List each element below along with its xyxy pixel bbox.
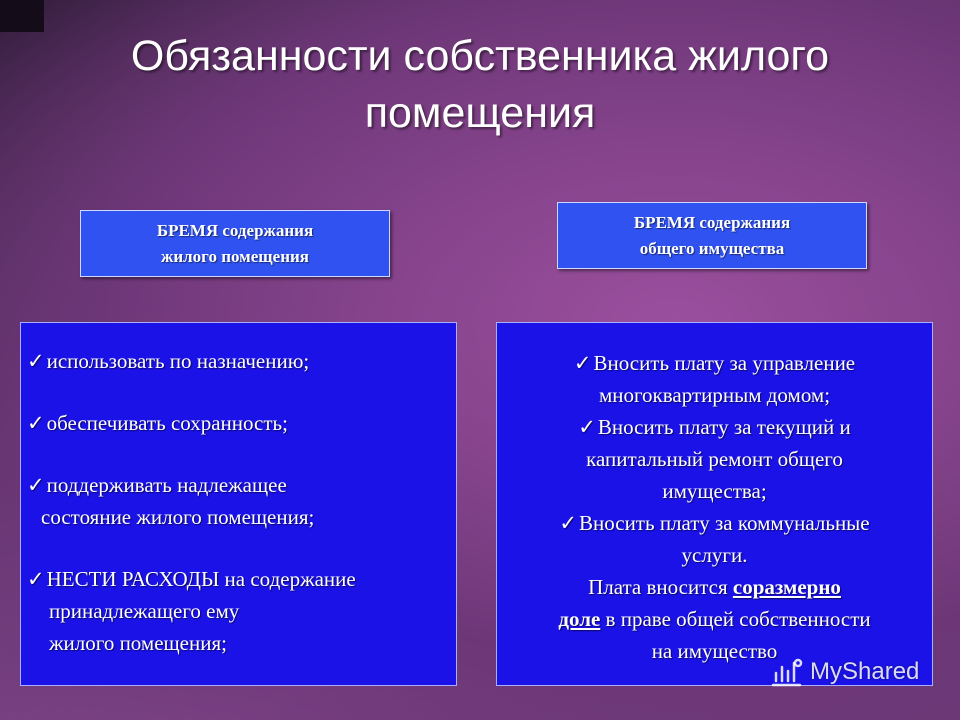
- corner-block: [0, 0, 44, 32]
- list-item-text: поддерживать надлежащее: [46, 473, 287, 497]
- list-item-caps: НЕСТИ РАСХОДЫ: [46, 567, 220, 591]
- list-item-text: Вносить плату за текущий и: [597, 415, 851, 439]
- list-item: [507, 347, 922, 379]
- list-item: [507, 507, 922, 539]
- right-duties-list: [496, 322, 933, 686]
- right-header-box: [557, 202, 867, 269]
- note-underlined-text: соразмерно: [732, 575, 841, 599]
- left-header-line-2: жилого помещения: [161, 246, 309, 266]
- note-prefix: Плата вносится: [588, 575, 733, 599]
- list-item-text-continued: жилого помещения;: [49, 631, 227, 655]
- watermark-brand: MyShared: [810, 658, 920, 685]
- left-header-box: [80, 210, 390, 277]
- checkmark-icon: ✓: [573, 351, 592, 375]
- checkmark-icon: ✓: [27, 411, 45, 435]
- watermark: [770, 655, 919, 689]
- list-item-text-continued: капитальный ремонт общего: [586, 447, 843, 471]
- checkmark-icon: ✓: [578, 415, 596, 439]
- list-item-text: Вносить плату за коммунальные: [578, 511, 870, 535]
- list-item: [27, 345, 450, 377]
- payment-note-line-3: на имущество: [651, 639, 778, 663]
- left-duties-list: [20, 322, 457, 686]
- list-item-text: использовать по назначению;: [46, 349, 310, 373]
- list-item: [27, 469, 450, 533]
- right-header-line-2: общего имущества: [639, 238, 785, 258]
- checkmark-icon: ✓: [27, 473, 45, 497]
- checkmark-icon: ✓: [27, 567, 45, 591]
- myshared-logo-icon: [770, 655, 806, 689]
- list-item-text: на содержание: [219, 567, 356, 591]
- checkmark-icon: ✓: [559, 511, 577, 535]
- list-item: [27, 563, 450, 659]
- list-item-text-continued: принадлежащего ему: [49, 599, 240, 623]
- list-item-text-continued: состояние жилого помещения;: [41, 505, 315, 529]
- checkmark-icon: ✓: [27, 349, 45, 373]
- list-item-text-continued: услуги.: [681, 543, 748, 567]
- list-item-text-continued: многоквартирным домом;: [598, 383, 831, 407]
- note-underlined-text: доле: [558, 607, 601, 631]
- left-header-line-1: БРЕМЯ содержания: [156, 220, 314, 240]
- title-line-1: Обязанности собственника жилого: [130, 32, 830, 80]
- slide-title: [40, 28, 920, 142]
- list-item-text-continued: имущества;: [662, 479, 767, 503]
- payment-note-line-1: [507, 571, 922, 603]
- payment-note-line-2: [507, 603, 922, 635]
- list-item: [507, 411, 922, 443]
- right-header-line-1: БРЕМЯ содержания: [633, 212, 791, 232]
- list-item-text: Вносить плату за управление: [593, 351, 856, 375]
- note-suffix: в праве общей собственности: [600, 607, 871, 631]
- list-item-text: обеспечивать сохранность;: [46, 411, 288, 435]
- list-item: [27, 407, 450, 439]
- title-line-2: помещения: [364, 89, 596, 137]
